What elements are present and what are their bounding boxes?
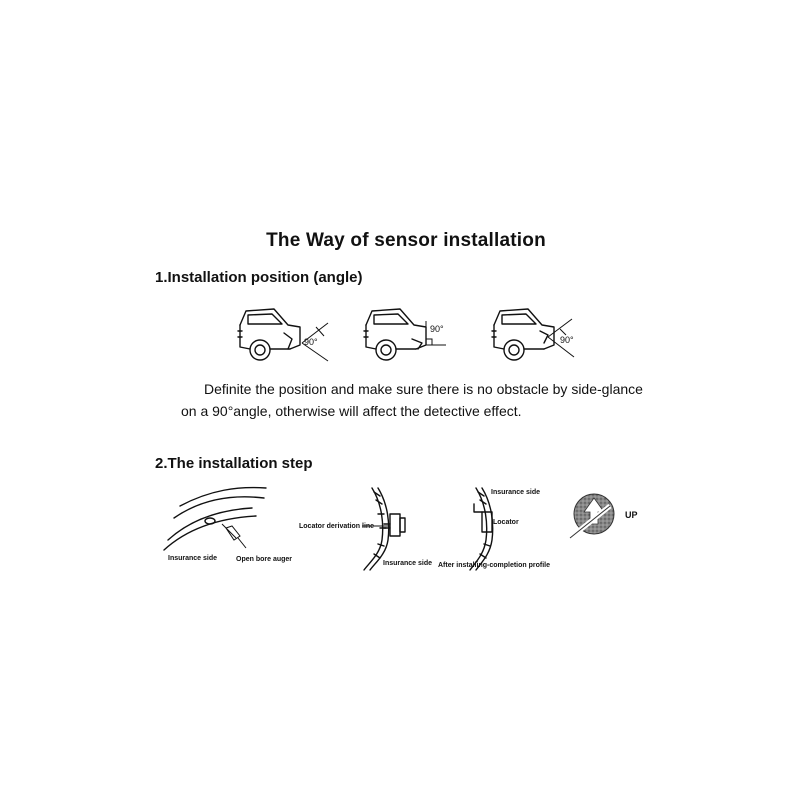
angle-label-2: 90° xyxy=(430,324,444,334)
angle-label-1: 90° xyxy=(304,337,318,347)
step4-label-up: UP xyxy=(625,510,638,520)
instruction-line-2: on a 90°angle, otherwise will affect the detective effect. xyxy=(181,403,522,419)
step1-drilling-diagram xyxy=(160,476,280,566)
step3-label-after-installing: After installing-completion profile xyxy=(438,562,551,569)
step4-sensor-up-diagram xyxy=(564,490,628,550)
step3-installed-diagram xyxy=(464,484,514,574)
step3-label-locator: Locator xyxy=(493,519,519,526)
car-diagram-3 xyxy=(490,305,600,367)
step3-label-insurance-side: Insurance side xyxy=(491,489,541,496)
section2-heading: 2.The installation step xyxy=(155,455,313,472)
step1-label-insurance-side: Insurance side xyxy=(168,555,218,562)
step1-label-open-bore-auger: Open bore auger xyxy=(236,556,293,563)
car-diagram-1 xyxy=(236,305,346,367)
step2-label-locator-derivation-line: Locator derivation line xyxy=(299,523,375,530)
instruction-line-1: Definite the position and make sure there is no obstacle by side-glance xyxy=(204,381,643,397)
angle-label-3: 90° xyxy=(560,335,574,345)
step2-label-insurance-side: Insurance side xyxy=(383,560,433,567)
page-title: The Way of sensor installation xyxy=(266,230,546,251)
section1-heading: 1.Installation position (angle) xyxy=(155,269,363,286)
car-diagram-2 xyxy=(362,305,472,367)
